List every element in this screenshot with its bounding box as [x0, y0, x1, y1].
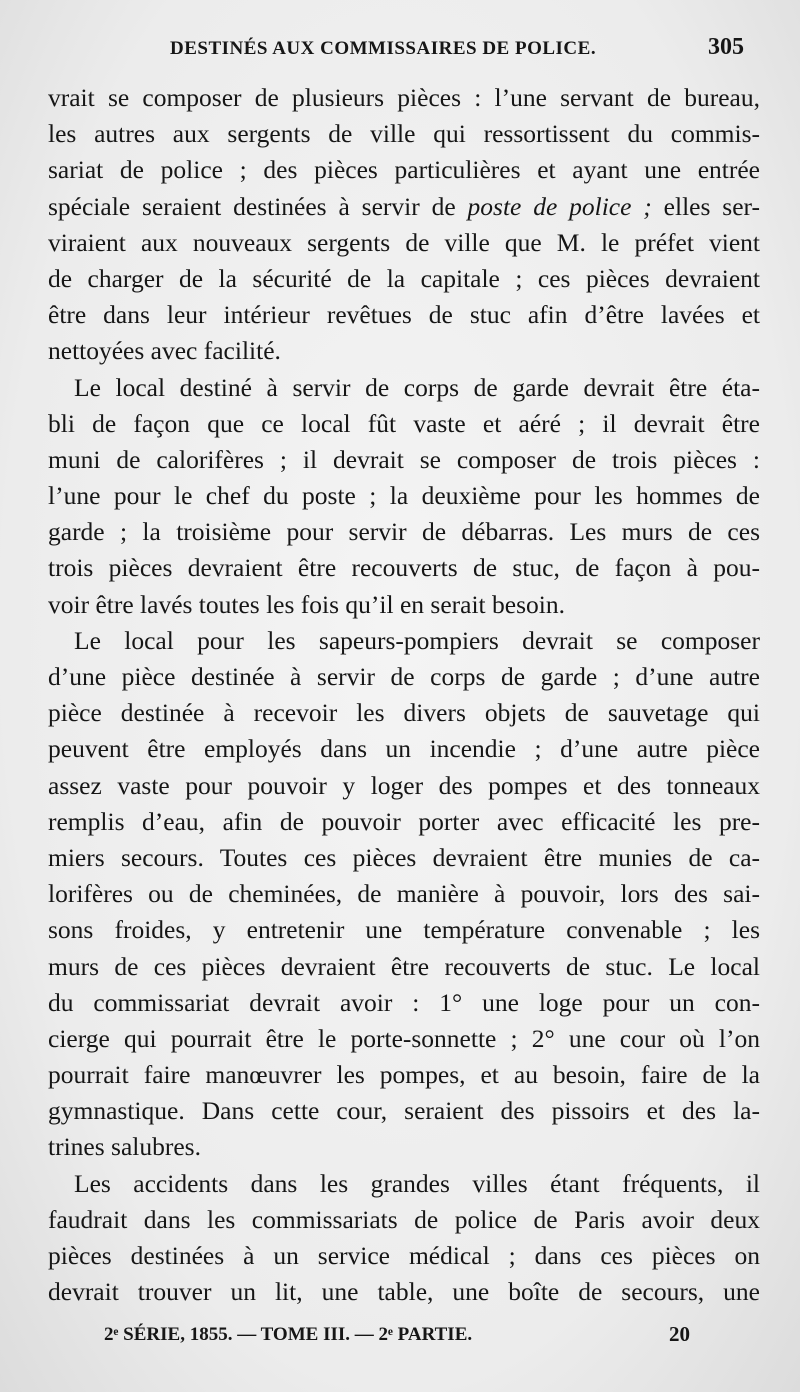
text-line: pièce destinée à recevoir les divers objets de sauvetage qui	[48, 698, 760, 728]
text-line: gymnastique. Dans cette cour, seraient des pissoirs et des la-	[48, 1096, 760, 1126]
paragraph-2	[48, 370, 760, 623]
running-head: DESTINÉS AUX COMMISSAIRES DE POLICE.	[170, 38, 597, 59]
text-segment: elles ser-	[651, 191, 760, 221]
paragraph-4	[48, 1166, 760, 1311]
text-line: pièces destinées à un service médical ; dans ces pièces on	[48, 1241, 760, 1270]
text-line: remplis d’eau, afin de pouvoir porter avec efficacité les pre-	[48, 806, 760, 836]
text-line: faudrait dans les commissariats de police de Paris avoir deux	[48, 1204, 760, 1234]
text-line: bli de façon que ce local fût vaste et aéré ; il devrait être	[48, 408, 760, 438]
paragraph-3	[48, 623, 760, 1166]
text-line: voir être lavés toutes les fois qu’il en serait besoin.	[48, 589, 565, 619]
body-text	[48, 80, 760, 1310]
text-line: assez vaste pour pouvoir y loger des pompes et des tonneaux	[48, 770, 760, 800]
text-line: les autres aux sergents de ville qui ressortissent du commis-	[48, 119, 760, 149]
text-line: trois pièces devraient être recouverts de stuc, de façon à pou-	[48, 553, 760, 583]
text-line: viraient aux nouveaux sergents de ville que M. le préfet vient	[48, 227, 760, 257]
text-line: Le local destiné à servir de corps de garde devrait être éta-	[74, 372, 760, 402]
text-line: du commissariat devrait avoir : 1° une loge pour un con-	[48, 987, 760, 1017]
printer-signature: 2ᵉ SÉRIE, 1855. — TOME III. — 2ᵉ PARTIE.	[104, 1324, 473, 1345]
text-line: devrait trouver un lit, une table, une boîte de secours, une	[48, 1277, 760, 1307]
text-line: de charger de la sécurité de la capitale ; ces pièces devraient	[48, 263, 760, 293]
text-line: Les accidents dans les grandes villes étant fréquents, il	[74, 1168, 760, 1198]
page-number: 305	[708, 34, 744, 60]
text-line: peuvent être employés dans un incendie ; d’une autre pièce	[48, 734, 760, 764]
text-line: pourrait faire manœuvrer les pompes, et au besoin, faire de la	[48, 1060, 760, 1090]
text-line: sariat de police ; des pièces particulières et ayant une entrée	[48, 155, 760, 185]
text-segment: spéciale seraient destinées à servir de	[48, 191, 468, 221]
text-line: sons froides, y entretenir une température convenable ; les	[48, 915, 760, 945]
sheet-number: 20	[669, 1322, 690, 1346]
text-line: garde ; la troisième pour servir de débarras. Les murs de ces	[48, 517, 760, 547]
text-line: nettoyées avec facilité.	[48, 336, 281, 366]
page-header	[52, 34, 744, 70]
text-line: miers secours. Toutes ces pièces devraient être munies de ca-	[48, 842, 760, 872]
text-line: murs de ces pièces devraient être recouverts de stuc. Le local	[48, 951, 760, 981]
text-line: trines salubres.	[48, 1132, 201, 1162]
italic-term: poste de police ;	[467, 191, 652, 221]
text-line: cierge qui pourrait être le porte-sonnette ; 2° une cour où l’on	[48, 1023, 760, 1053]
text-line: d’une pièce destinée à servir de corps de garde ; d’une autre	[48, 662, 760, 691]
text-line: muni de calorifères ; il devrait se composer de trois pièces :	[48, 444, 760, 474]
text-line: lorifères ou de cheminées, de manière à pouvoir, lors des sai-	[48, 879, 760, 909]
text-line	[48, 189, 760, 225]
text-line: Le local pour les sapeurs-pompiers devrait se composer	[74, 625, 760, 655]
text-line: vrait se composer de plusieurs pièces : l’une servant de bureau,	[48, 83, 760, 112]
paragraph-1	[48, 80, 760, 370]
text-line: l’une pour le chef du poste ; la deuxième pour les hommes de	[48, 481, 760, 511]
text-line: être dans leur intérieur revêtues de stuc afin d’être lavées et	[48, 300, 760, 330]
page-footer	[104, 1324, 690, 1356]
